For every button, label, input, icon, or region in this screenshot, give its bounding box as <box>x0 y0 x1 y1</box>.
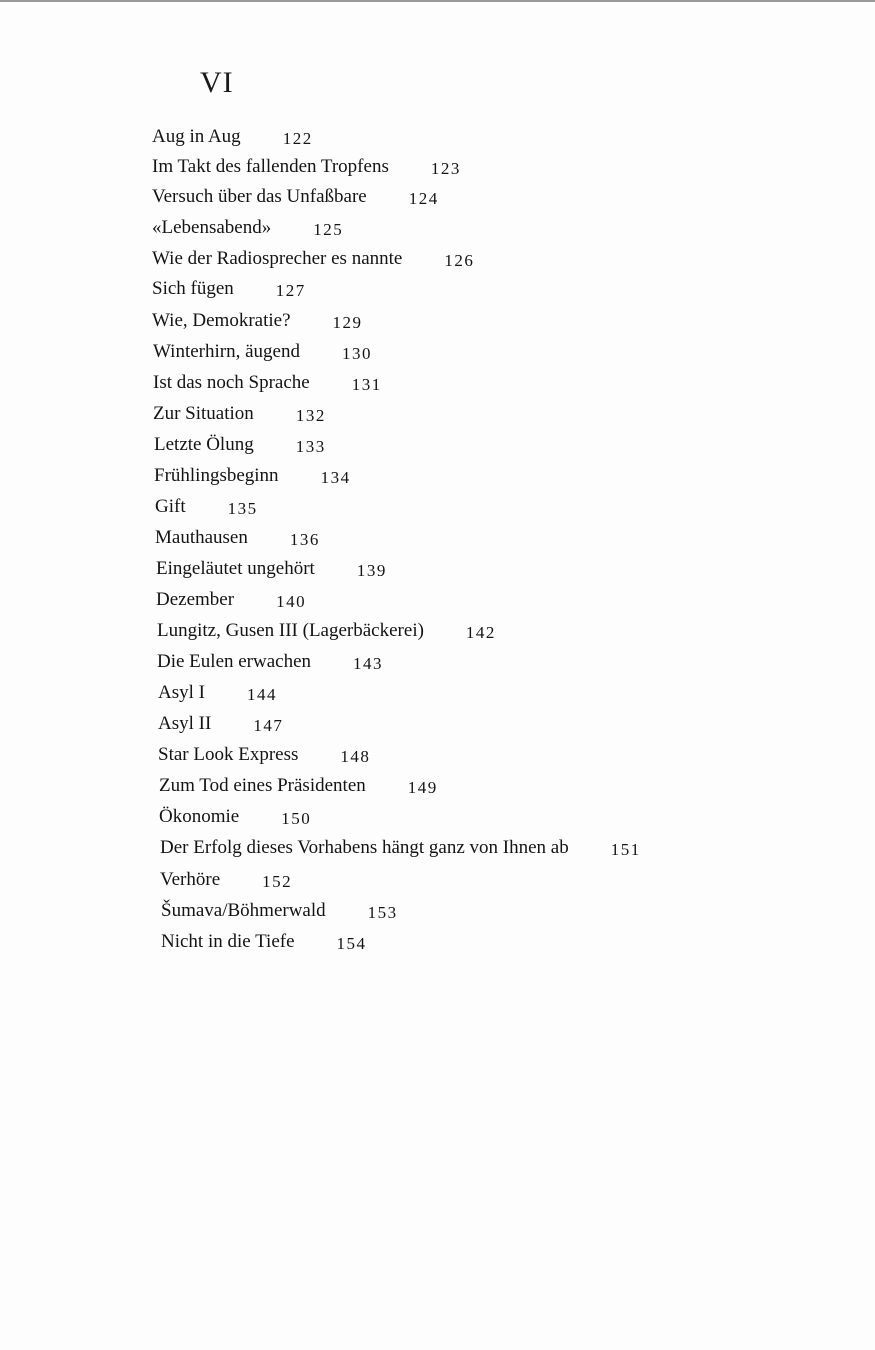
toc-entry-page: 150 <box>281 809 312 828</box>
toc-entry-title: Der Erfolg dieses Vorhabens hängt ganz von Ihnen ab <box>160 837 569 858</box>
toc-entry-page: 148 <box>340 747 371 766</box>
toc-entry-title: Wie der Radiosprecher es nannte <box>152 248 403 269</box>
toc-entry-title: Verhöre <box>160 869 221 890</box>
toc-entry-page: 127 <box>275 281 306 300</box>
toc-entry-page: 124 <box>408 189 439 208</box>
toc-entry-title: Wie, Demokratie? <box>152 310 291 331</box>
toc-entry-page: 135 <box>227 499 258 518</box>
toc-entry-title: Zur Situation <box>153 403 254 424</box>
toc-entry-title: Eingeläutet ungehört <box>156 558 315 579</box>
toc-entry-title: Frühlingsbeginn <box>154 465 279 486</box>
toc-entry <box>152 123 313 151</box>
toc-entry-page: 154 <box>336 934 367 953</box>
toc-entry-title: Ist das noch Sprache <box>153 372 310 393</box>
toc-entry-title: «Lebensabend» <box>152 217 272 238</box>
toc-entry-page: 147 <box>253 716 284 735</box>
toc-entry-title: Zum Tod eines Präsidenten <box>159 775 366 796</box>
toc-entry <box>155 524 320 552</box>
toc-entry-page: 149 <box>407 778 438 797</box>
toc-entry <box>152 214 343 242</box>
toc-entry-page: 151 <box>610 840 641 859</box>
toc-entry <box>158 741 370 769</box>
toc-entry-title: Šumava/Böhmerwald <box>161 900 326 921</box>
toc-entry-title: Aug in Aug <box>152 126 241 147</box>
toc-entry <box>160 834 641 862</box>
toc-entry-page: 153 <box>367 903 398 922</box>
toc-entry-page: 131 <box>351 375 382 394</box>
toc-entry-page: 134 <box>320 468 351 487</box>
toc-entry <box>158 679 277 707</box>
toc-entry <box>157 648 383 676</box>
toc-entry-title: Sich fügen <box>152 278 234 299</box>
toc-entry <box>152 275 306 303</box>
section-heading: VI <box>200 66 234 99</box>
toc-entry <box>152 245 474 273</box>
toc-entry-title: Ökonomie <box>159 806 240 827</box>
toc-entry-page: 140 <box>276 592 307 611</box>
toc-entry <box>156 586 306 614</box>
toc-entry-title: Winterhirn, äugend <box>153 341 300 362</box>
toc-entry <box>158 710 283 738</box>
toc-entry-page: 144 <box>246 685 277 704</box>
toc-entry-page: 122 <box>282 129 313 148</box>
toc-entry-page: 152 <box>262 872 293 891</box>
toc-entry-page: 142 <box>465 623 496 642</box>
toc-entry-page: 123 <box>430 159 461 178</box>
toc-entry <box>161 897 398 925</box>
toc-entry-title: Mauthausen <box>155 527 248 548</box>
toc-entry-page: 133 <box>295 437 326 456</box>
toc-entry <box>154 462 351 490</box>
toc-entry-title: Asyl I <box>158 682 205 703</box>
toc-entry-title: Star Look Express <box>158 744 299 765</box>
toc-entry-page: 130 <box>341 344 372 363</box>
toc-entry <box>161 928 367 956</box>
toc-entry-title: Versuch über das Unfaßbare <box>152 186 367 207</box>
toc-entry-title: Gift <box>155 496 186 517</box>
toc-entry-title: Lungitz, Gusen III (Lagerbäckerei) <box>157 620 424 641</box>
toc-entry-page: 136 <box>289 530 320 549</box>
toc-entry-title: Nicht in die Tiefe <box>161 931 295 952</box>
toc-entry-title: Die Eulen erwachen <box>157 651 312 672</box>
toc-entry-page: 126 <box>444 251 475 270</box>
toc-entry <box>153 369 382 397</box>
toc-entry-page: 125 <box>313 220 344 239</box>
toc-entry <box>156 555 387 583</box>
toc-entry-page: 143 <box>353 654 384 673</box>
toc-entry <box>159 803 311 831</box>
toc-entry-title: Letzte Ölung <box>154 434 254 455</box>
toc-entry <box>154 431 326 459</box>
toc-entry <box>160 866 292 894</box>
toc-entry-title: Im Takt des fallenden Tropfens <box>152 156 389 177</box>
toc-entry <box>152 183 439 211</box>
toc-entry-page: 132 <box>295 406 326 425</box>
toc-entry <box>152 307 363 335</box>
toc-entry <box>153 338 372 366</box>
toc-entry <box>155 493 258 521</box>
page-top-edge <box>0 0 875 2</box>
toc-entry <box>159 772 438 800</box>
toc-entry <box>157 617 496 645</box>
toc-entry-title: Dezember <box>156 589 235 610</box>
toc-entry-title: Asyl II <box>158 713 212 734</box>
toc-entry <box>152 153 461 181</box>
toc-entry-page: 139 <box>356 561 387 580</box>
toc-entry <box>153 400 326 428</box>
toc-entry-page: 129 <box>332 313 363 332</box>
